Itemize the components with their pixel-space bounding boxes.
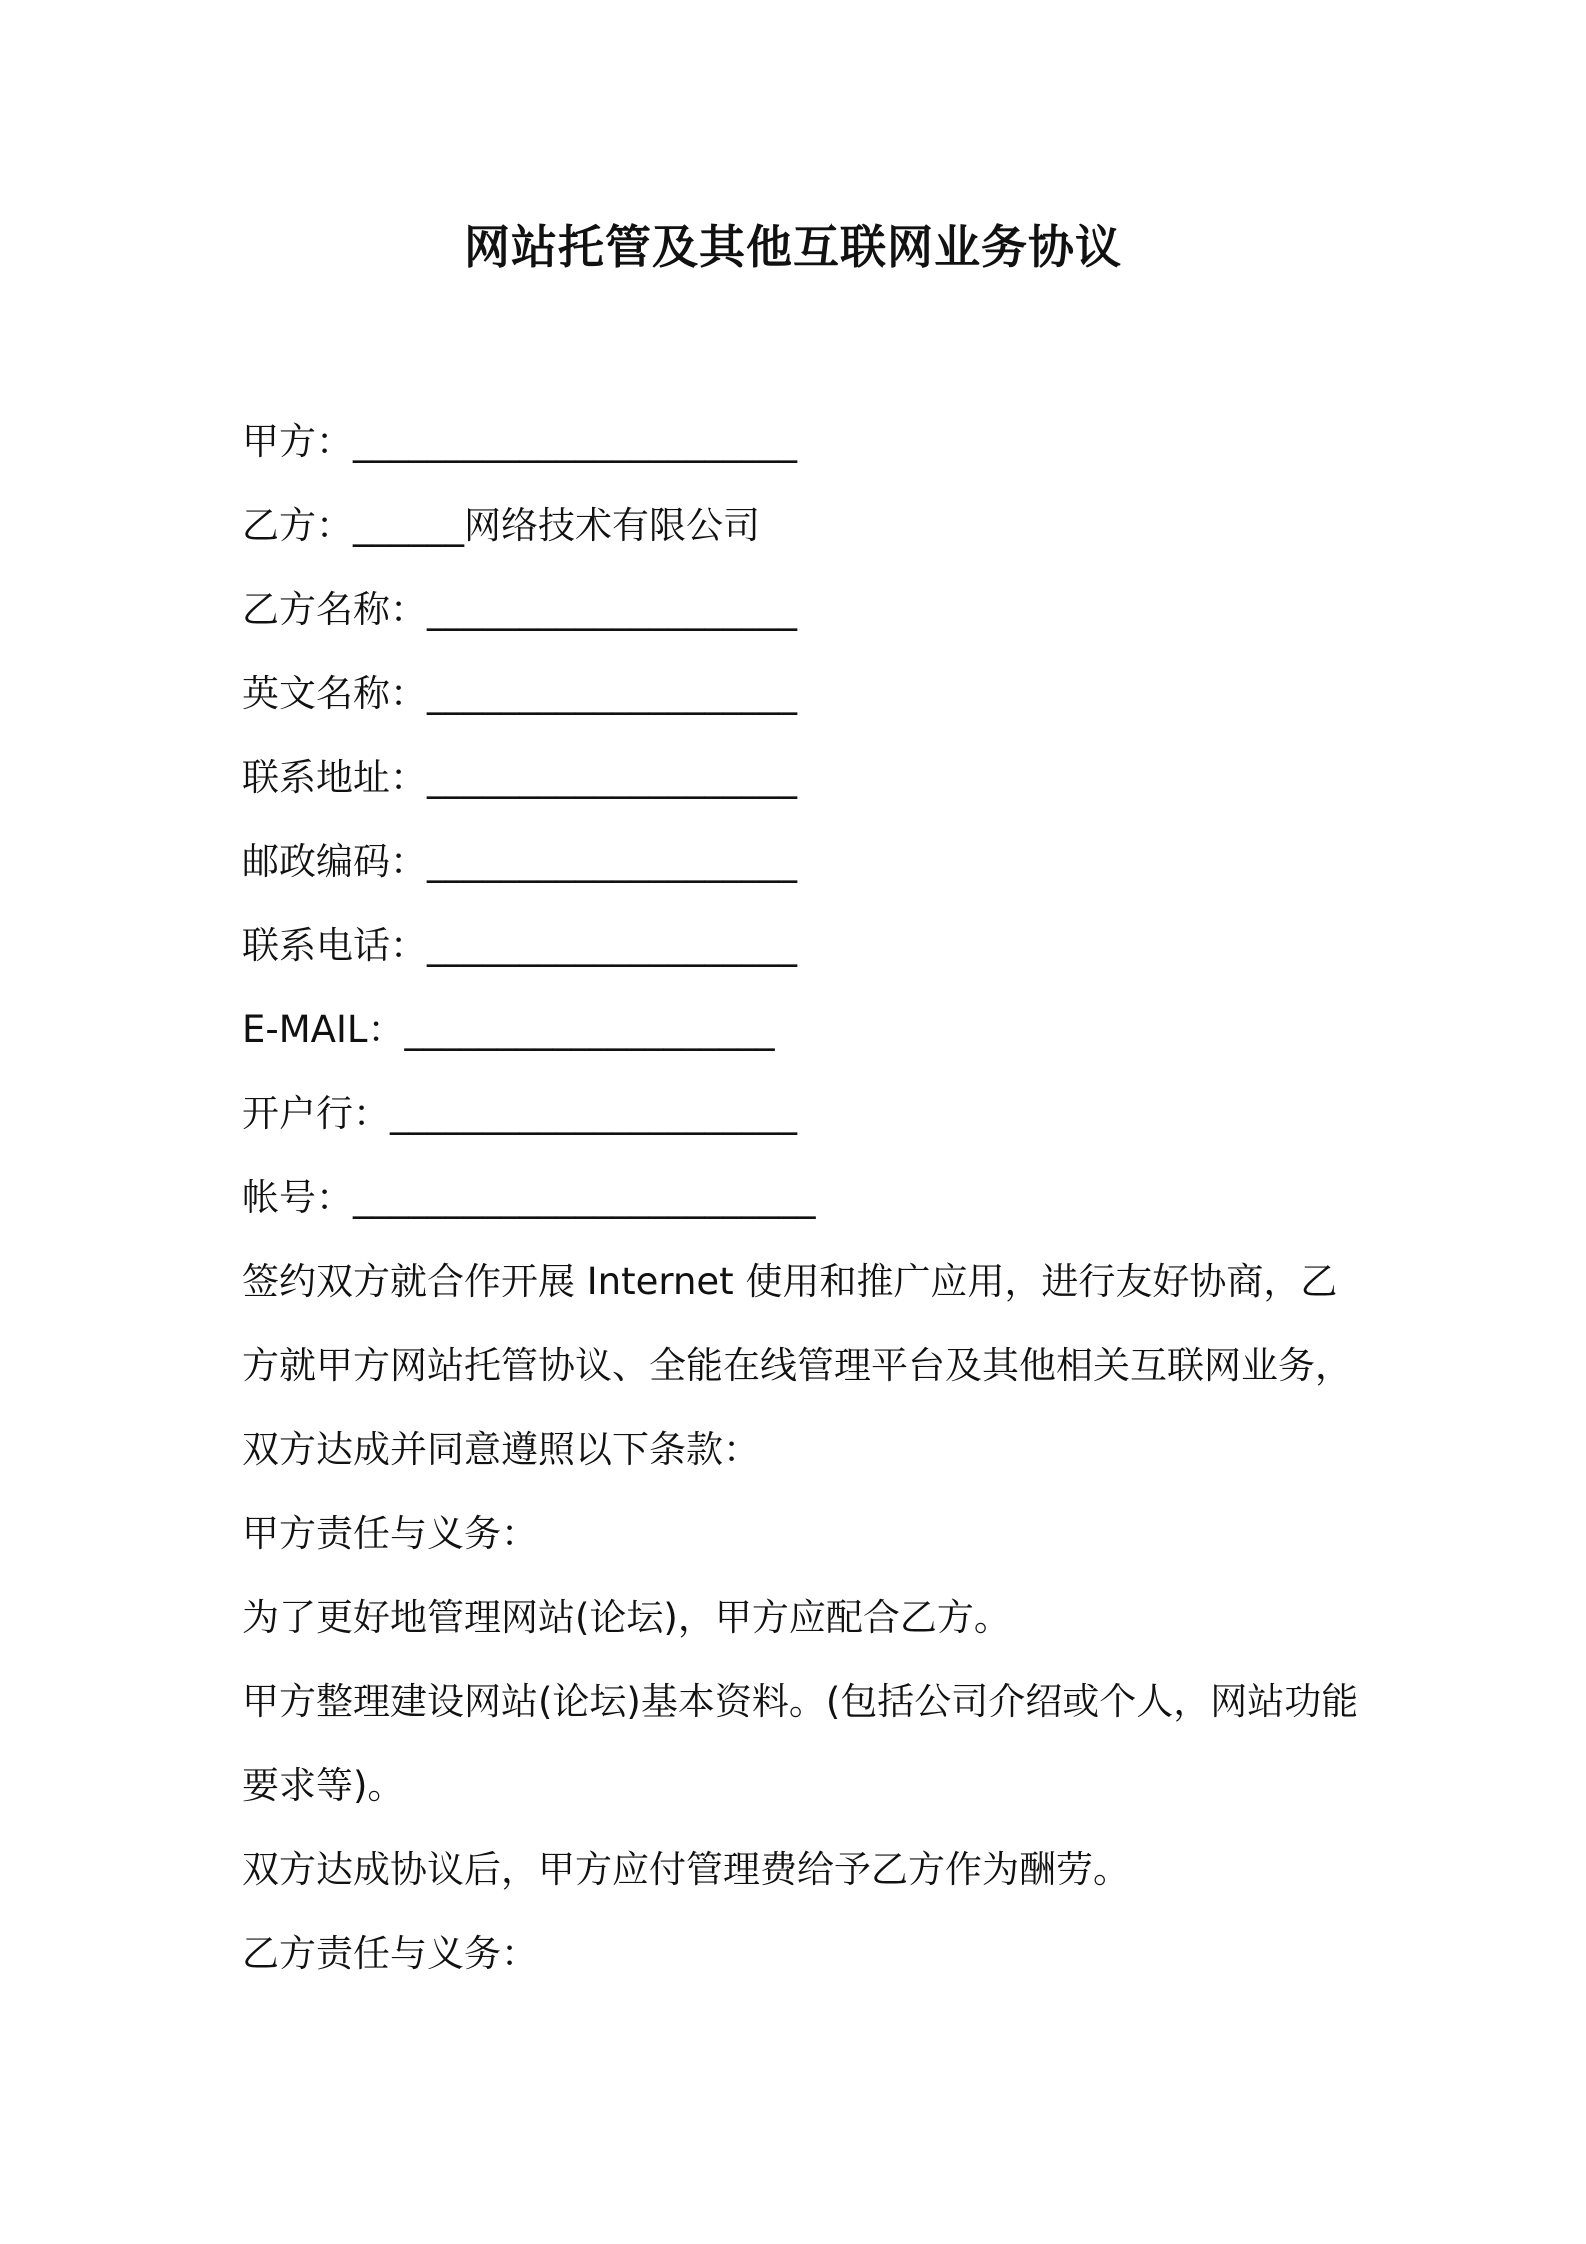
field-party-a: 甲方：________________________ <box>242 420 797 463</box>
field-email: E-MAIL：____________________ <box>242 1008 775 1051</box>
field-bank: 开户行：______________________ <box>242 1092 797 1135</box>
body-line: 甲方整理建设网站(论坛)基本资料。(包括公司介绍或个人，网站功能 <box>242 1680 1359 1723</box>
body-line: 要求等)。 <box>242 1764 405 1807</box>
body-line: 双方达成协议后，甲方应付管理费给予乙方作为酬劳。 <box>242 1848 1130 1891</box>
body-line: 为了更好地管理网站(论坛)，甲方应配合乙方。 <box>242 1596 1011 1639</box>
field-account: 帐号：_________________________ <box>242 1176 816 1219</box>
body-line: 双方达成并同意遵照以下条款： <box>242 1428 760 1471</box>
body-line: 签约双方就合作开展 Internet 使用和推广应用，进行友好协商，乙 <box>242 1260 1338 1303</box>
document-content <box>242 400 1372 1996</box>
section-heading-party-a-duties: 甲方责任与义务： <box>242 1512 538 1555</box>
section-heading-party-b-duties: 乙方责任与义务： <box>242 1932 538 1975</box>
field-english-name: 英文名称：____________________ <box>242 672 797 715</box>
field-party-b-name: 乙方名称：____________________ <box>242 588 797 631</box>
body-line: 方就甲方网站托管协议、全能在线管理平台及其他相关互联网业务， <box>242 1344 1352 1387</box>
document-title: 网站托管及其他互联网业务协议 <box>464 220 1122 274</box>
field-postal-code: 邮政编码：____________________ <box>242 840 797 883</box>
field-phone: 联系电话：____________________ <box>242 924 797 967</box>
field-contact-address: 联系地址：____________________ <box>242 756 797 799</box>
field-party-b: 乙方：______网络技术有限公司 <box>242 504 760 547</box>
